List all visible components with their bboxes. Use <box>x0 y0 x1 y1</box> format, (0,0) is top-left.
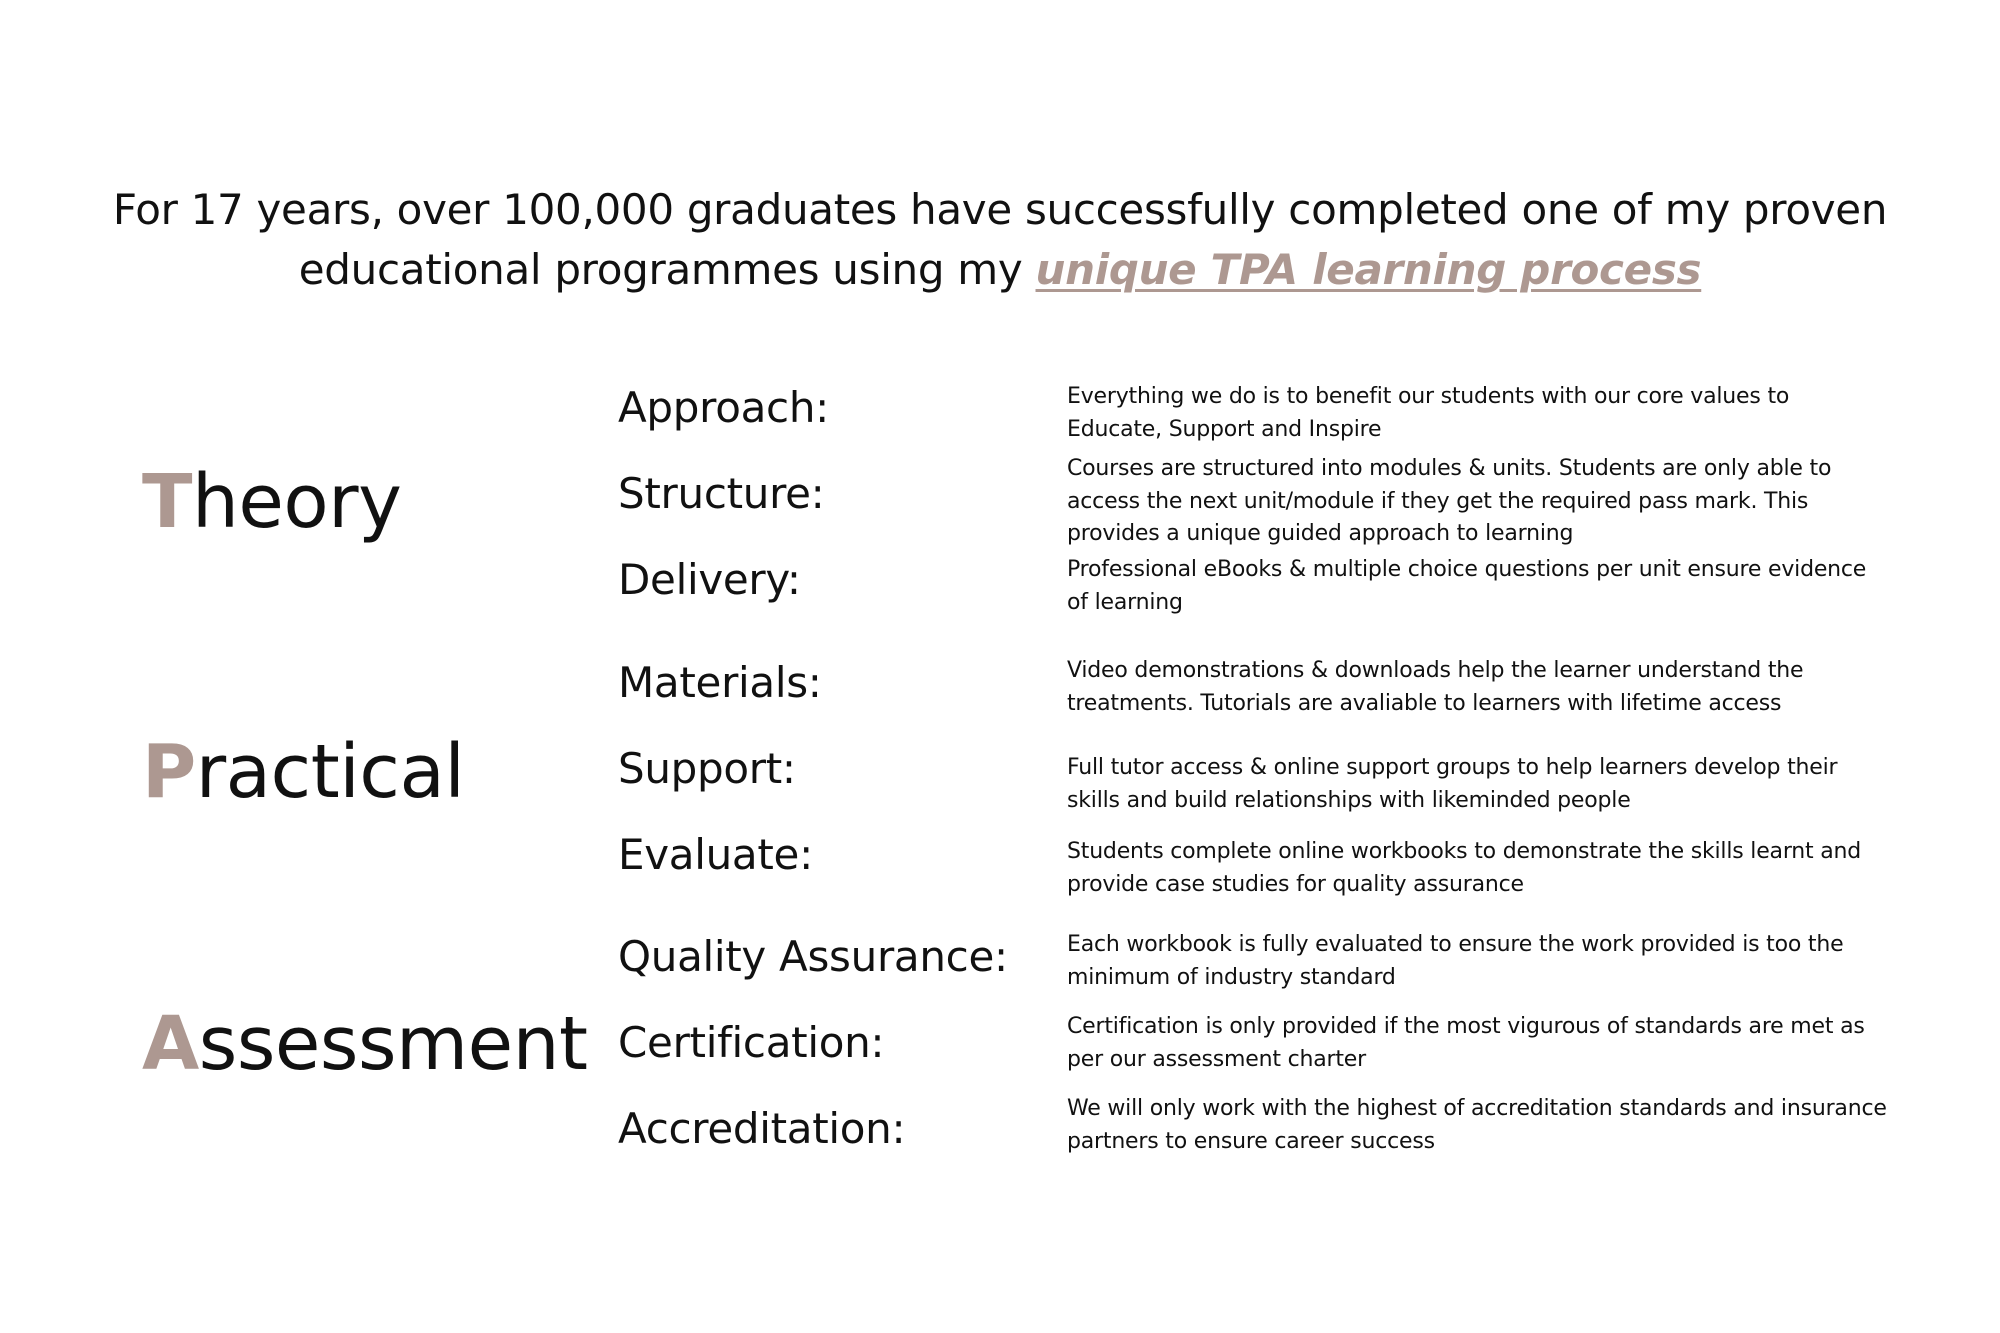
section-title-rest: ractical <box>195 729 465 815</box>
term-certification: Certification: <box>618 1018 885 1067</box>
intro-line-2-text: educational programmes using my <box>298 245 1036 294</box>
description-certification: Certification is only provided if the most vigurous of standards are met as per our assessment charter <box>1067 1014 1865 1072</box>
description-evaluate: Students complete online workbooks to demonstrate the skills learnt and provide case studies for quality assurance <box>1067 839 1862 897</box>
description-support: Full tutor access & online support groups to help learners develop their skills and build relationships with likeminded people <box>1067 755 1838 813</box>
intro-line-1: For 17 years, over 100,000 graduates have successfully completed one of my proven <box>112 185 1888 234</box>
tpa-process-link[interactable]: unique TPA learning process <box>1035 245 1702 294</box>
intro-heading <box>100 180 1900 300</box>
intro-line-2 <box>100 240 1900 300</box>
term-support: Support: <box>618 744 796 793</box>
section-title-practical <box>142 727 464 817</box>
term-delivery: Delivery: <box>618 555 801 604</box>
description-structure: Courses are structured into modules & units. Students are only able to access the next unit/module if they get the required pass mark. This provides a unique guided approach to learning <box>1067 456 1832 546</box>
term-structure: Structure: <box>618 469 825 518</box>
description-delivery: Professional eBooks & multiple choice questions per unit ensure evidence of learning <box>1067 557 1867 615</box>
term-evaluate: Evaluate: <box>618 830 813 879</box>
section-title-rest: ssessment <box>198 1001 588 1087</box>
description-accreditation: We will only work with the highest of accreditation standards and insurance partners to ensure career success <box>1067 1096 1887 1154</box>
term-accreditation: Accreditation: <box>618 1104 906 1153</box>
section-initial: A <box>142 1001 199 1087</box>
term-quality-assurance: Quality Assurance: <box>618 932 1008 981</box>
term-materials: Materials: <box>618 658 822 707</box>
term-approach: Approach: <box>618 383 829 432</box>
description-approach: Everything we do is to benefit our students with our core values to Educate, Support and Inspire <box>1067 384 1790 442</box>
description-materials: Video demonstrations & downloads help the learner understand the treatments. Tutorials are avaliable to learners with lifetime access <box>1067 658 1804 716</box>
description-quality-assurance: Each workbook is fully evaluated to ensure the work provided is too the minimum of industry standard <box>1067 932 1844 990</box>
section-title-theory <box>142 457 401 547</box>
section-title-rest: heory <box>191 459 402 545</box>
section-initial: P <box>142 729 196 815</box>
section-title-assessment <box>142 999 588 1089</box>
section-initial: T <box>142 459 192 545</box>
